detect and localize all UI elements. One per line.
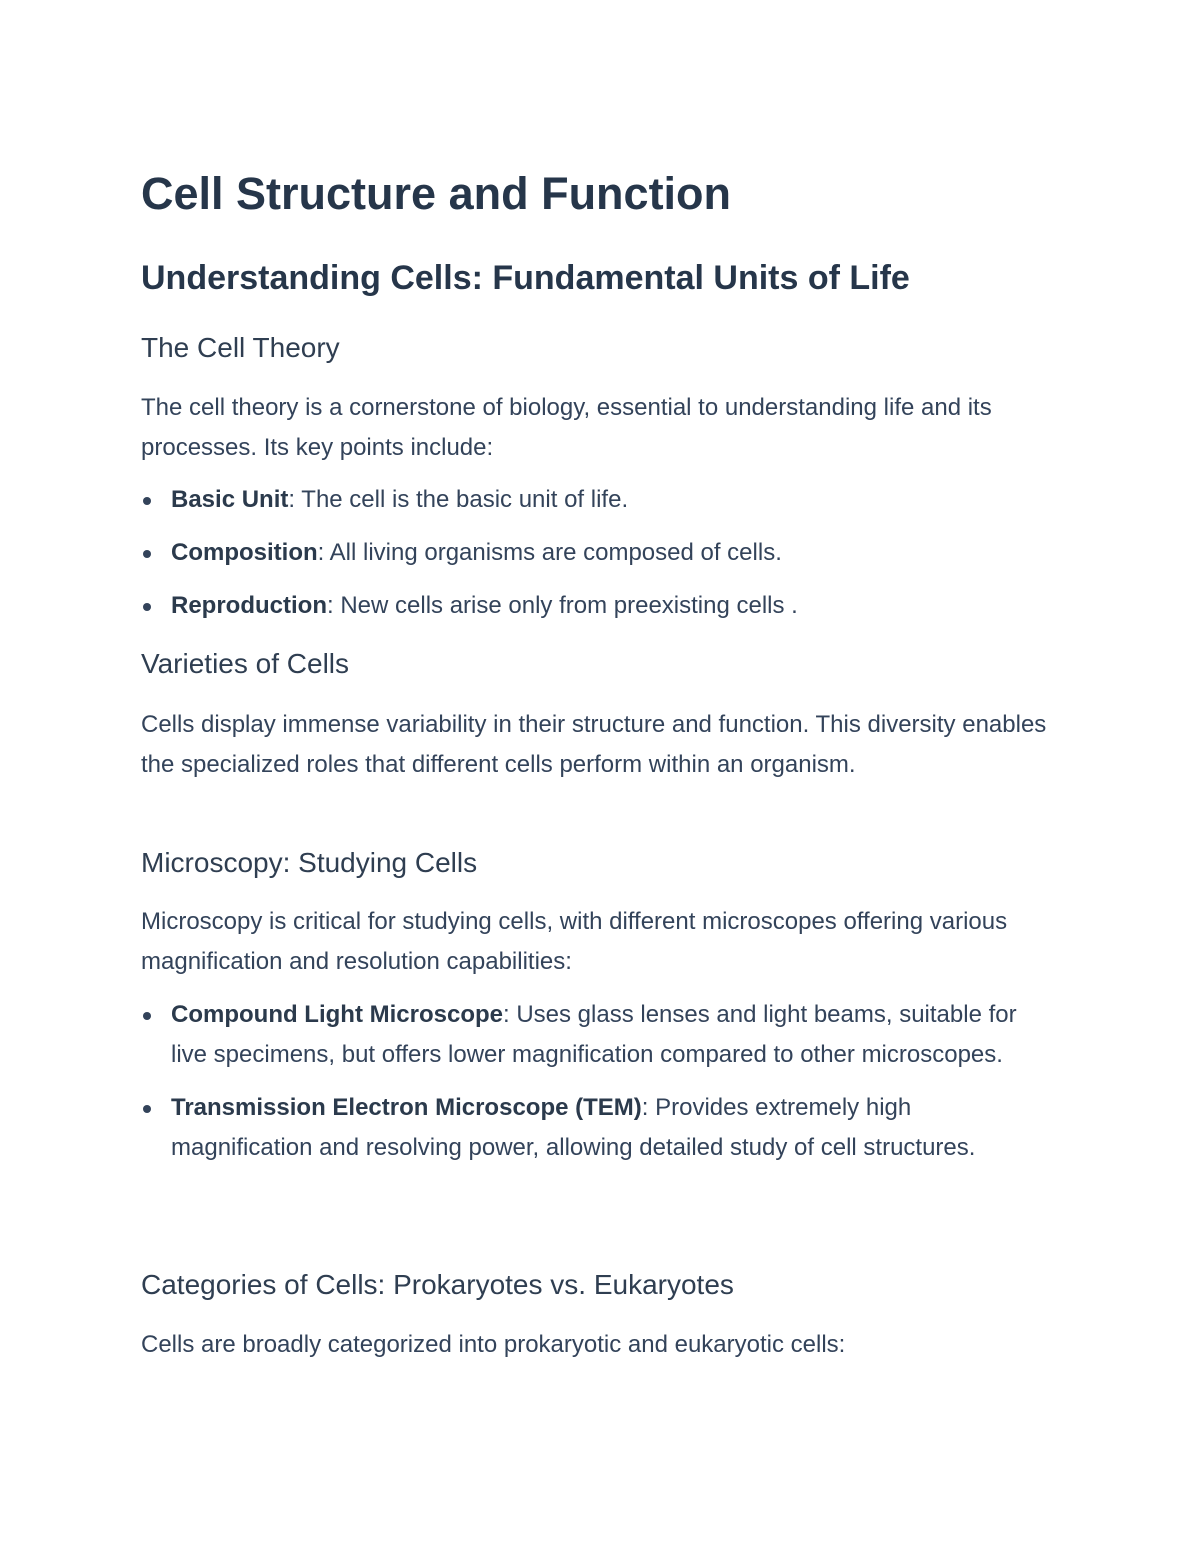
list-item-term: Basic Unit xyxy=(171,486,289,513)
list-item xyxy=(141,533,1051,573)
list-item xyxy=(141,480,1051,520)
categories-intro: Cells are broadly categorized into prokaryotic and eukaryotic cells: xyxy=(141,1331,846,1358)
list-item-separator: : xyxy=(317,539,325,566)
list-item-text: All living organisms are composed of cells. xyxy=(324,539,782,566)
list-item-term: Reproduction xyxy=(171,592,327,619)
list-item xyxy=(141,1088,1051,1168)
bullet-icon xyxy=(143,1105,151,1113)
heading-varieties: Varieties of Cells xyxy=(141,648,350,679)
list-item xyxy=(141,586,1051,626)
page-title: Cell Structure and Function xyxy=(141,168,732,219)
list-item-term: Transmission Electron Microscope (TEM) xyxy=(171,1094,642,1121)
heading-cell-theory: The Cell Theory xyxy=(141,332,340,363)
list-item-text: The cell is the basic unit of life. xyxy=(295,486,629,513)
varieties-body: Cells display immense variability in their structure and function. This diversity enables the specialized roles that different cells perform within an organism. xyxy=(141,711,1047,778)
list-item-term: Compound Light Microscope xyxy=(171,1001,503,1028)
list-item-separator: : xyxy=(327,592,334,619)
list-item xyxy=(141,995,1051,1075)
list-item-separator: : xyxy=(641,1094,649,1121)
bullet-icon xyxy=(143,550,151,558)
microscopy-list xyxy=(141,995,1051,1168)
microscopy-intro: Microscopy is critical for studying cells, with different microscopes offering various magnification and resolution capabilities: xyxy=(141,908,1008,975)
cell-theory-list xyxy=(141,480,1051,626)
cell-theory-intro: The cell theory is a cornerstone of biology, essential to understanding life and its processes. Its key points include: xyxy=(141,394,992,461)
heading-microscopy: Microscopy: Studying Cells xyxy=(141,847,478,878)
list-item-separator: : xyxy=(502,1001,510,1028)
list-item-term: Composition xyxy=(171,539,318,566)
bullet-icon xyxy=(143,1012,151,1020)
list-item-text: Uses glass lenses and light beams, suitable for live specimens, but offers lower magnification compared to other microscopes. xyxy=(171,1001,1017,1068)
page-subtitle: Understanding Cells: Fundamental Units of Life xyxy=(141,259,910,297)
bullet-icon xyxy=(143,497,151,505)
list-item-text: Provides extremely high magnification and resolving power, allowing detailed study of cell structures. xyxy=(171,1094,976,1161)
heading-categories: Categories of Cells: Prokaryotes vs. Eukaryotes xyxy=(141,1269,734,1300)
list-item-separator: : xyxy=(288,486,296,513)
bullet-icon xyxy=(143,603,151,611)
list-item-text: New cells arise only from preexisting cells . xyxy=(333,592,798,619)
